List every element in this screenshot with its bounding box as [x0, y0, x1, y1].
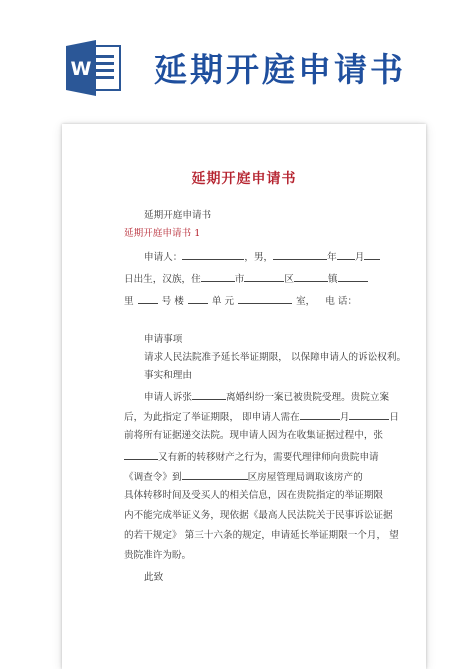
svg-text:W: W	[70, 58, 92, 80]
text: 《调查令》到	[124, 472, 182, 483]
text: 日	[389, 412, 399, 423]
text: 日出生，汉族，住	[124, 274, 201, 285]
page-header	[0, 0, 474, 112]
document-title: 延期开庭申请书	[191, 171, 297, 187]
section-heading-request: 申请事项	[144, 334, 183, 345]
blank-field	[182, 250, 244, 260]
header-title: 延期开庭申请书	[154, 50, 406, 89]
facts-line	[124, 450, 379, 464]
text: 单 元	[211, 296, 235, 307]
blank-field	[294, 272, 328, 282]
blank-field	[138, 294, 158, 304]
blank-field	[300, 410, 340, 420]
blank-field	[244, 272, 284, 282]
text: 室，	[296, 296, 316, 307]
blank-field	[337, 250, 355, 260]
blank-field	[192, 390, 226, 400]
facts-line	[144, 390, 389, 404]
facts-line: 具体转移时间及受买人的相关信息，因在贵院指定的举证期限	[124, 490, 384, 501]
text: 申请人诉张	[144, 392, 192, 403]
blank-field	[273, 250, 327, 260]
closing-text: 此致	[144, 572, 164, 583]
text: 电 话：	[325, 296, 358, 307]
blank-field	[338, 272, 368, 282]
text: 又有新的转移财产之行为，需要代理律师向贵院申请	[158, 452, 379, 463]
text: 镇	[327, 274, 338, 285]
facts-line: 前将所有证据递交法院。现申请人因为在收集证据过程中，张	[124, 430, 384, 441]
text: 月	[339, 412, 350, 423]
text: ，男，	[244, 252, 274, 263]
document-page	[62, 124, 426, 669]
document-subtitle: 延期开庭申请书	[144, 210, 212, 221]
facts-line: 的若干规定》 第三十六条的规定，申请延长举证期限一个月， 望	[124, 530, 399, 541]
text: 年	[327, 252, 337, 263]
text: 市	[234, 274, 245, 285]
blank-field	[124, 450, 158, 460]
text: 区房屋管理局调取该房产的	[247, 472, 363, 483]
blank-field	[201, 272, 235, 282]
text: 月	[354, 252, 365, 263]
facts-line: 内不能完成举证义务，现依据《最高人民法院关于民事诉讼证据	[124, 510, 393, 521]
blank-field	[188, 294, 208, 304]
blank-field	[238, 294, 292, 304]
word-document-icon	[66, 40, 124, 96]
text: 区	[284, 274, 294, 285]
text: 后，为此指定了举证期限， 即申请人需在	[124, 412, 300, 423]
version-label: 延期开庭申请书 1	[124, 228, 201, 239]
facts-line: 贵院准许为盼。	[124, 550, 192, 561]
facts-line	[124, 470, 363, 484]
text: 号 楼	[161, 296, 184, 307]
facts-line	[124, 410, 399, 424]
text: 申请人：	[144, 252, 183, 263]
request-text: 请求人民法院准予延长举证期限， 以保障申请人的诉讼权利。	[144, 352, 407, 363]
blank-field	[364, 250, 380, 260]
contact-line	[124, 294, 357, 308]
blank-field	[349, 410, 389, 420]
section-heading-facts: 事实和理由	[144, 370, 192, 381]
address-line	[124, 272, 368, 286]
blank-field	[182, 470, 248, 480]
text: 里	[124, 296, 134, 307]
text: 离婚纠纷一案已被贵院受理。贵院立案	[225, 392, 390, 403]
applicant-line	[144, 250, 380, 264]
